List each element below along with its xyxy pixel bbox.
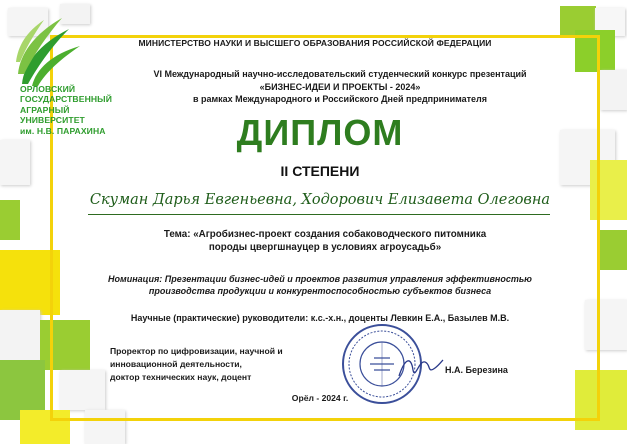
prorector-title [110,345,330,384]
university-line: УНИВЕРСИТЕТ [20,115,85,126]
prorector-line: доктор технических наук, доцент [110,372,252,382]
university-line: АГРАРНЫЙ [20,104,70,115]
decor-square [0,200,20,240]
project-theme [90,228,560,254]
signature [395,350,445,384]
diploma-title: ДИПЛОМ [236,112,404,153]
decor-square [0,140,30,185]
signer-name: Н.А. Березина [445,365,508,375]
city-year: Орёл - 2024 г. [291,393,349,403]
contest-line: VI Международный научно-исследовательский студенческий конкурс презентаций [153,69,527,79]
nomination [70,273,570,297]
prorector-line: Проректор по цифровизации, научной и [110,346,283,356]
decor-square [600,70,627,110]
nomination-line: Номинация: Презентации бизнес-идей и проектов развития управления эффективностью [108,274,532,284]
diploma-degree: II СТЕПЕНИ [280,163,360,179]
university-logo [14,14,84,86]
scientific-leaders: Научные (практические) руководители: к.с.-х.н., доценты Левкин Е.А., Базылев М.В. [130,313,510,323]
contest-line: в рамках Международного и Российского Дней предпринимателя [192,94,488,104]
signature-icon [395,350,445,384]
theme-line: породы цвергшнауцер в условиях агроусадьб» [208,242,442,253]
theme-line: Тема: «Агробизнес-проект создания собаководческого питомника [163,229,487,240]
decor-square [600,230,627,270]
names-underline [88,214,550,215]
contest-line: «БИЗНЕС-ИДЕИ И ПРОЕКТЫ - 2024» [259,81,421,92]
contest-info [110,68,570,106]
recipient-names: Скуман Дарья Евгеньевна, Ходорович Елизавета Олеговна [89,192,551,208]
prorector-line: инновационной деятельности, [110,359,242,369]
nomination-line: производства продукции и конкурентоспособностью субъектов бизнеса [148,286,492,296]
wheat-leaf-icon [14,14,84,86]
decor-square [0,310,40,365]
university-line: им. Н.В. ПАРАХИНА [20,125,106,136]
university-line: ОРЛОВСКИЙ [20,84,76,94]
university-line: ГОСУДАРСТВЕННЫЙ [20,94,112,105]
ministry-header: МИНИСТЕРСТВО НАУКИ И ВЫСШЕГО ОБРАЗОВАНИЯ РОССИЙСКОЙ ФЕДЕРАЦИИ [138,38,492,48]
